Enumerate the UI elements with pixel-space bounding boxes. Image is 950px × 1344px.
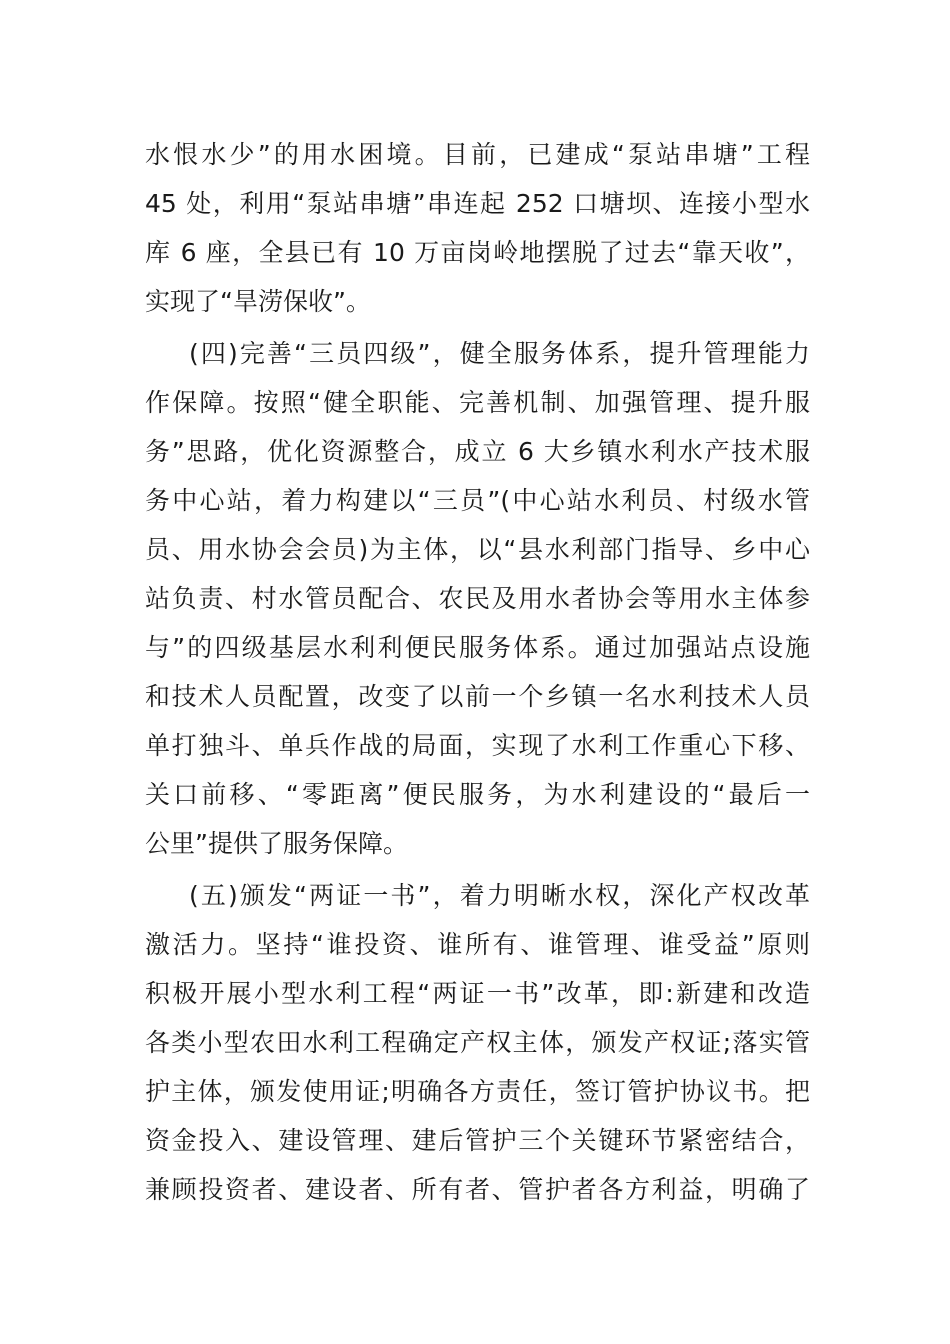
document-body bbox=[145, 130, 810, 1214]
text-line: 兼顾投资者、建设者、所有者、管护者各方利益，明确了 bbox=[145, 1175, 810, 1204]
text-line: 各类小型农田水利工程确定产权主体，颁发产权证;落实管 bbox=[145, 1028, 810, 1057]
text-line: 公里”提供了服务保障。 bbox=[145, 829, 408, 858]
text-line: 激活力。坚持“谁投资、谁所有、谁管理、谁受益”原则 bbox=[145, 930, 810, 959]
text-line: 务中心站，着力构建以“三员”(中心站水利员、村级水管 bbox=[145, 486, 810, 515]
text-line: 库 6 座，全县已有 10 万亩岗岭地摆脱了过去“靠天收”， bbox=[145, 238, 810, 267]
text-line: 积极开展小型水利工程“两证一书”改革，即:新建和改造 bbox=[145, 979, 810, 1008]
text-line: 作保障。按照“健全职能、完善机制、加强管理、提升服 bbox=[145, 388, 810, 417]
text-line: 员、用水协会会员)为主体，以“县水利部门指导、乡中心 bbox=[145, 535, 810, 564]
text-line: 单打独斗、单兵作战的局面，实现了水利工作重心下移、 bbox=[145, 731, 810, 760]
paragraph-section-five bbox=[145, 871, 810, 1214]
text-line: 务”思路，优化资源整合，成立 6 大乡镇水利水产技术服 bbox=[145, 437, 810, 466]
text-line: 资金投入、建设管理、建后管护三个关键环节紧密结合， bbox=[145, 1126, 810, 1155]
paragraph-section-four bbox=[145, 329, 810, 868]
text-line: 水恨水少”的用水困境。目前，已建成“泵站串塘”工程 bbox=[145, 140, 810, 169]
text-line: (五)颁发“两证一书”，着力明晰水权，深化产权改革 bbox=[189, 881, 810, 910]
paragraph-continuation bbox=[145, 130, 810, 326]
text-line: 站负责、村水管员配合、农民及用水者协会等用水主体参 bbox=[145, 584, 810, 613]
text-line: 与”的四级基层水利利便民服务体系。通过加强站点设施 bbox=[145, 633, 810, 662]
text-line: 实现了“旱涝保收”。 bbox=[145, 287, 371, 316]
text-line: 护主体，颁发使用证;明确各方责任，签订管护协议书。把 bbox=[145, 1077, 810, 1106]
text-line: 关口前移、“零距离”便民服务，为水利建设的“最后一 bbox=[145, 780, 810, 809]
text-line: 和技术人员配置，改变了以前一个乡镇一名水利技术人员 bbox=[145, 682, 810, 711]
text-line: (四)完善“三员四级”，健全服务体系，提升管理能力 bbox=[189, 339, 810, 368]
text-line: 45 处，利用“泵站串塘”串连起 252 口塘坝、连接小型水 bbox=[145, 189, 810, 218]
